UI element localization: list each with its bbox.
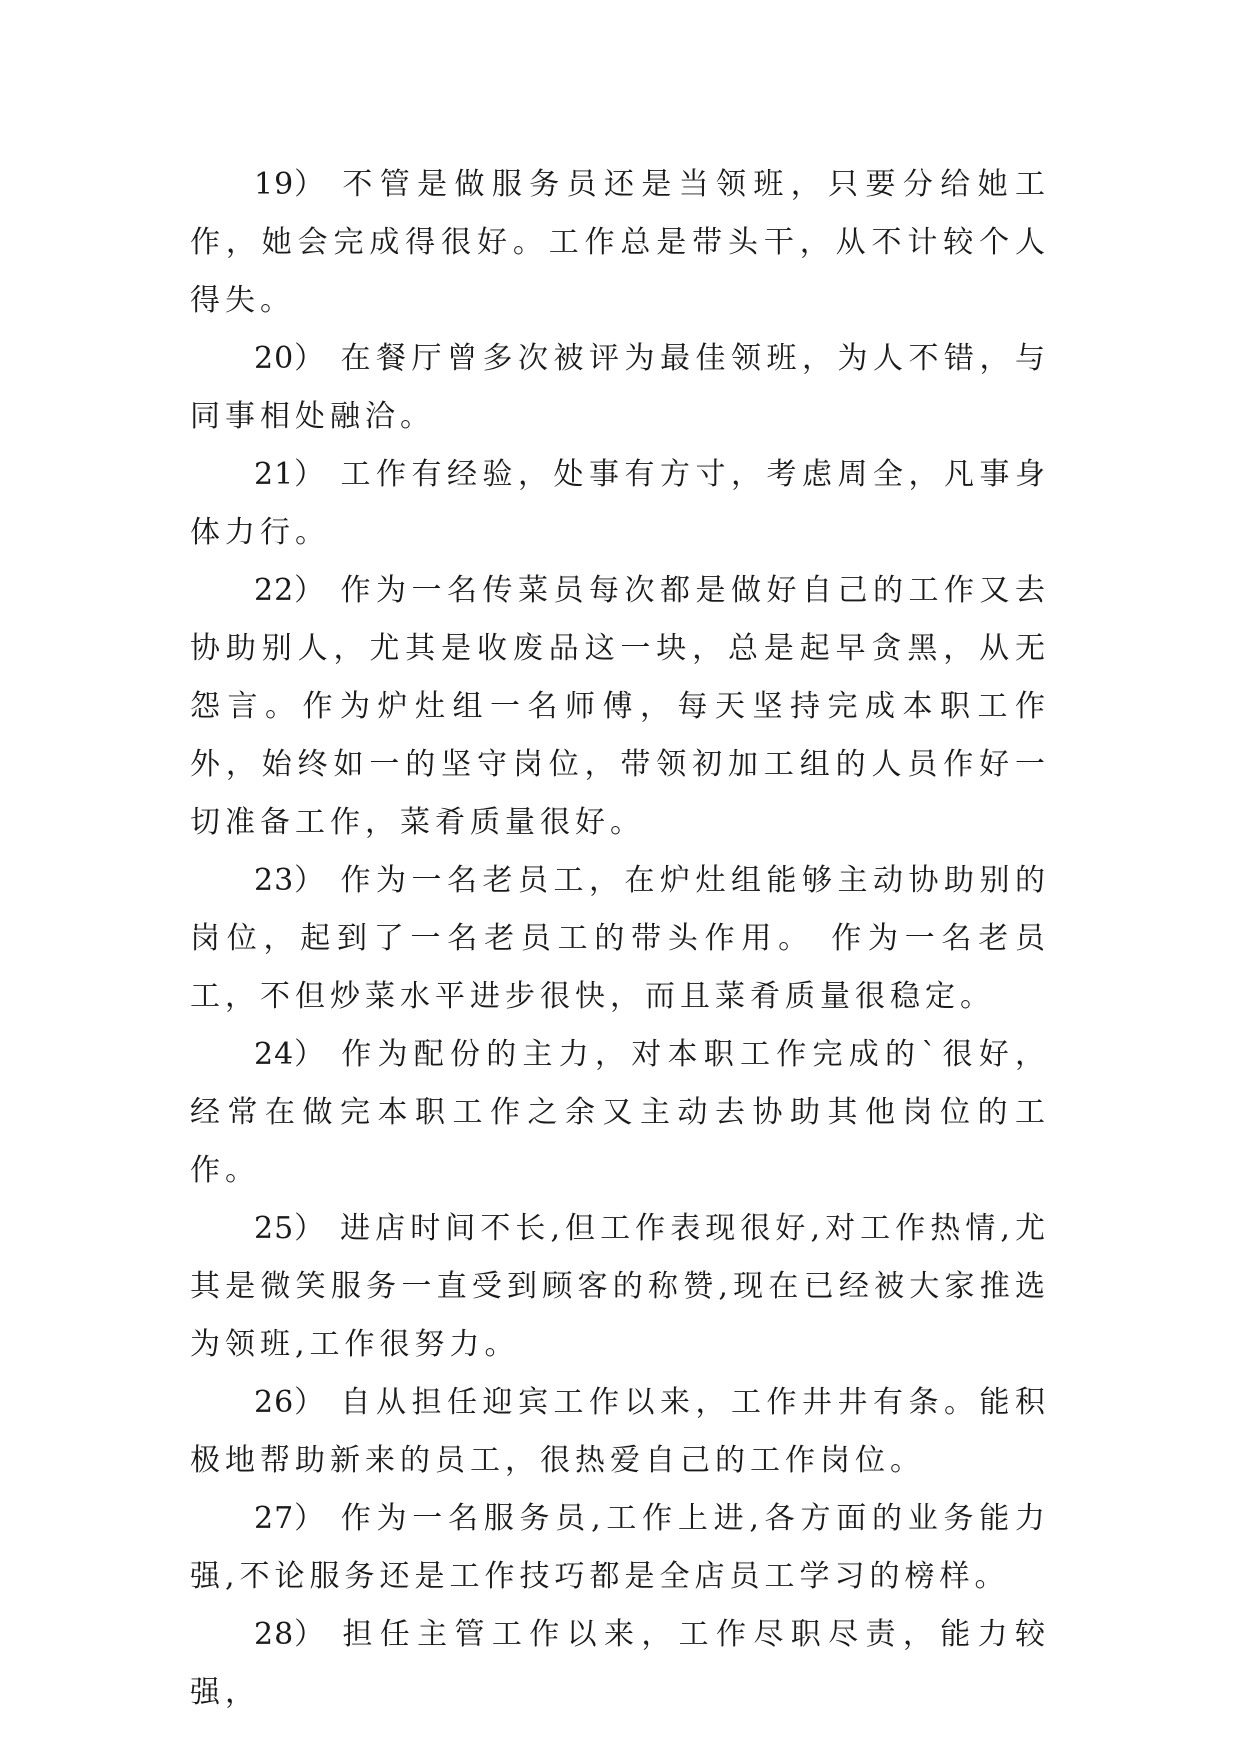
paragraph-text: 作为一名传菜员每次都是做好自己的工作又去协助别人，尤其是收废品这一块，总是起早贪黑，从无怨言。作为炉灶组一名师傅，每天坚持完成本职工作外，始终如一的坚守岗位，带领初加工组的人员作好一切准备工作，菜肴质量很好。 [190,573,1050,840]
paragraph-number: 27） [254,1501,326,1536]
paragraph-25 [190,1200,1050,1374]
paragraph-28 [190,1606,1050,1722]
paragraph-number: 24） [254,1037,326,1072]
paragraph-number: 26） [254,1385,326,1420]
paragraph-number: 23） [254,863,326,898]
paragraph-number: 28） [254,1617,326,1652]
paragraph-24 [190,1026,1050,1200]
paragraph-text: 作为一名服务员,工作上进,各方面的业务能力强,不论服务还是工作技巧都是全店员工学习的榜样。 [190,1501,1050,1594]
paragraph-21 [190,446,1050,562]
paragraph-text: 进店时间不长,但工作表现很好,对工作热情,尤其是微笑服务一直受到顾客的称赞,现在已经被大家推选为领班,工作很努力。 [190,1211,1050,1362]
paragraph-text: 不管是做服务员还是当领班，只要分给她工作，她会完成得很好。工作总是带头干，从不计较个人得失。 [190,167,1050,318]
paragraph-text: 作为配份的主力，对本职工作完成的`很好，经常在做完本职工作之余又主动去协助其他岗位的工作。 [190,1037,1050,1188]
paragraph-text: 工作有经验，处事有方寸，考虑周全，凡事身体力行。 [190,457,1050,550]
paragraph-number: 25） [254,1211,326,1246]
paragraph-number: 21） [254,457,326,492]
paragraph-19 [190,156,1050,330]
paragraph-26 [190,1374,1050,1490]
paragraph-number: 22） [254,573,326,608]
paragraph-number: 20） [254,341,326,376]
paragraph-27 [190,1490,1050,1606]
paragraph-text: 在餐厅曾多次被评为最佳领班，为人不错，与同事相处融洽。 [190,341,1050,434]
paragraph-23 [190,852,1050,1026]
paragraph-20 [190,330,1050,446]
paragraph-number: 19） [254,167,326,202]
paragraph-text: 作为一名老员工，在炉灶组能够主动协助别的岗位，起到了一名老员工的带头作用。 作为一名老员工，不但炒菜水平进步很快，而且菜肴质量很稳定。 [190,863,1050,1014]
document-page [190,156,1050,1722]
paragraph-text: 自从担任迎宾工作以来，工作井井有条。能积极地帮助新来的员工，很热爱自己的工作岗位。 [190,1385,1050,1478]
paragraph-22 [190,562,1050,852]
paragraph-text: 担任主管工作以来，工作尽职尽责，能力较强， [190,1617,1050,1710]
